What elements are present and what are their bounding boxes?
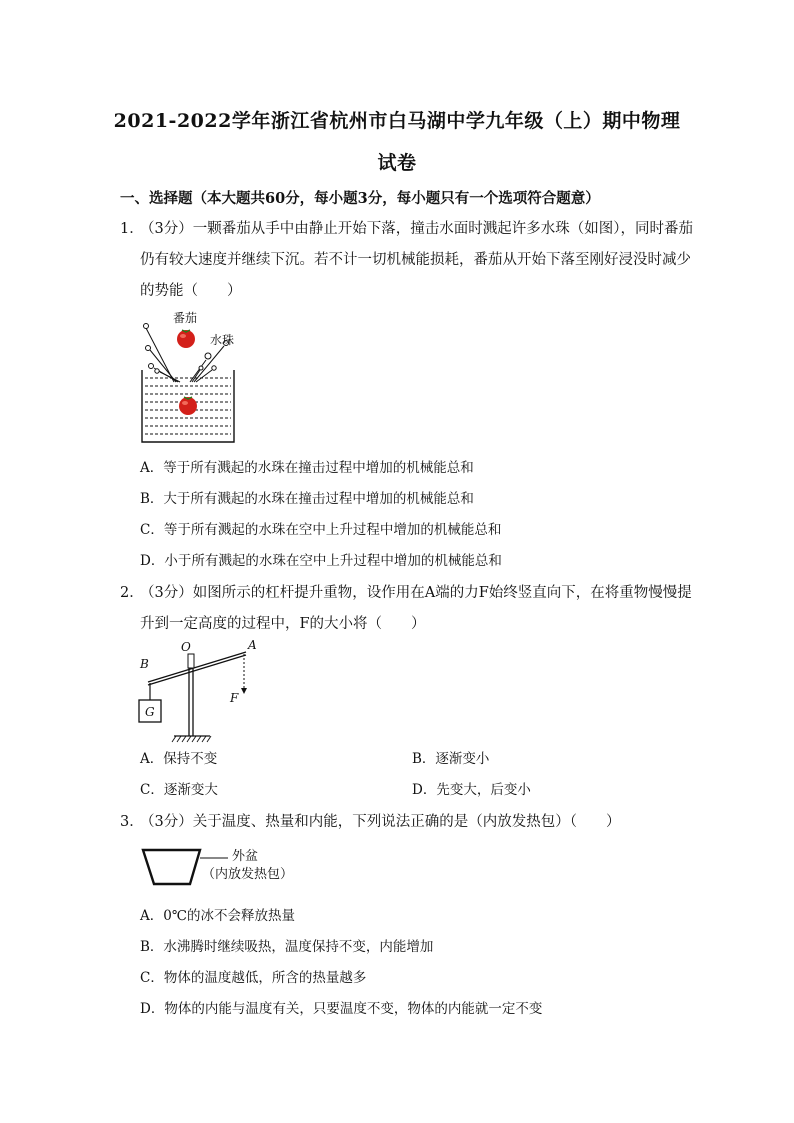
label-f: F bbox=[230, 691, 239, 705]
tomato-icon-submerged bbox=[179, 397, 197, 415]
inner-heat-pack-label: （内放发热包） bbox=[202, 867, 294, 882]
question-2-line-2: 升到一定高度的过程中，F的大小将（ ） bbox=[140, 616, 426, 632]
question-3-option-d: D．物体的内能与温度有关，只要温度不变，物体的内能就一定不变 bbox=[140, 1001, 543, 1017]
question-2-option-d: D．先变大，后变小 bbox=[412, 782, 531, 798]
question-2-option-c: C．逐渐变大 bbox=[140, 782, 218, 798]
question-1-line-2: 仍有较大速度并继续下沉。若不计一切机械能损耗，番茄从开始下落至刚好浸没时减少 bbox=[140, 252, 691, 268]
question-3-option-c: C．物体的温度越低，所含的热量越多 bbox=[140, 970, 367, 986]
question-1-option-b: B．大于所有溅起的水珠在撞击过程中增加的机械能总和 bbox=[140, 491, 474, 507]
question-2-option-a: A．保持不变 bbox=[140, 751, 218, 767]
question-2-line-1: （3分）如图所示的杠杆提升重物，设作用在A端的力F始终竖直向下，在将重物慢慢提 bbox=[140, 585, 692, 601]
label-o: O bbox=[181, 640, 191, 654]
outer-basin-label: 外盆 bbox=[232, 849, 259, 864]
question-3-number: 3． bbox=[120, 814, 144, 830]
question-1-option-d: D．小于所有溅起的水珠在空中上升过程中增加的机械能总和 bbox=[140, 553, 502, 569]
question-1-number: 1． bbox=[120, 221, 144, 237]
lever-figure bbox=[134, 636, 264, 748]
droplet-label: 水珠 bbox=[210, 333, 235, 347]
lever-bar bbox=[148, 652, 246, 682]
question-3-option-b: B．水沸腾时继续吸热，温度保持不变，内能增加 bbox=[140, 939, 434, 955]
page-title: 2021-2022学年浙江省杭州市白马湖中学九年级（上）期中物理 bbox=[113, 110, 681, 132]
tomato-label: 番茄 bbox=[173, 311, 198, 325]
label-b: B bbox=[140, 657, 149, 671]
label-g: G bbox=[145, 705, 155, 719]
question-2-option-b: B．逐渐变小 bbox=[412, 751, 490, 767]
pivot-o bbox=[188, 654, 194, 668]
question-3-option-a: A．0℃的冰不会释放热量 bbox=[140, 908, 295, 924]
question-1-option-a: A．等于所有溅起的水珠在撞击过程中增加的机械能总和 bbox=[140, 460, 474, 476]
tomato-icon-falling bbox=[177, 330, 195, 348]
question-1-option-c: C．等于所有溅起的水珠在空中上升过程中增加的机械能总和 bbox=[140, 522, 502, 538]
label-a: A bbox=[248, 638, 257, 652]
basin-shape bbox=[143, 850, 200, 884]
question-2-number: 2． bbox=[120, 585, 144, 601]
question-1-line-3: 的势能（ ） bbox=[140, 283, 242, 299]
page-title-line2: 试卷 bbox=[377, 152, 417, 174]
section-heading: 一、选择题（本大题共60分，每小题3分，每小题只有一个选项符合题意） bbox=[120, 190, 600, 207]
tomato-splash-figure bbox=[130, 308, 250, 448]
question-1-line-1: （3分）一颗番茄从手中由静止开始下落，撞击水面时溅起许多水珠（如图），同时番茄 bbox=[140, 221, 693, 237]
question-3-line-1: （3分）关于温度、热量和内能，下列说法正确的是（内放发热包）（ ） bbox=[140, 814, 621, 830]
basin-figure bbox=[140, 842, 320, 892]
